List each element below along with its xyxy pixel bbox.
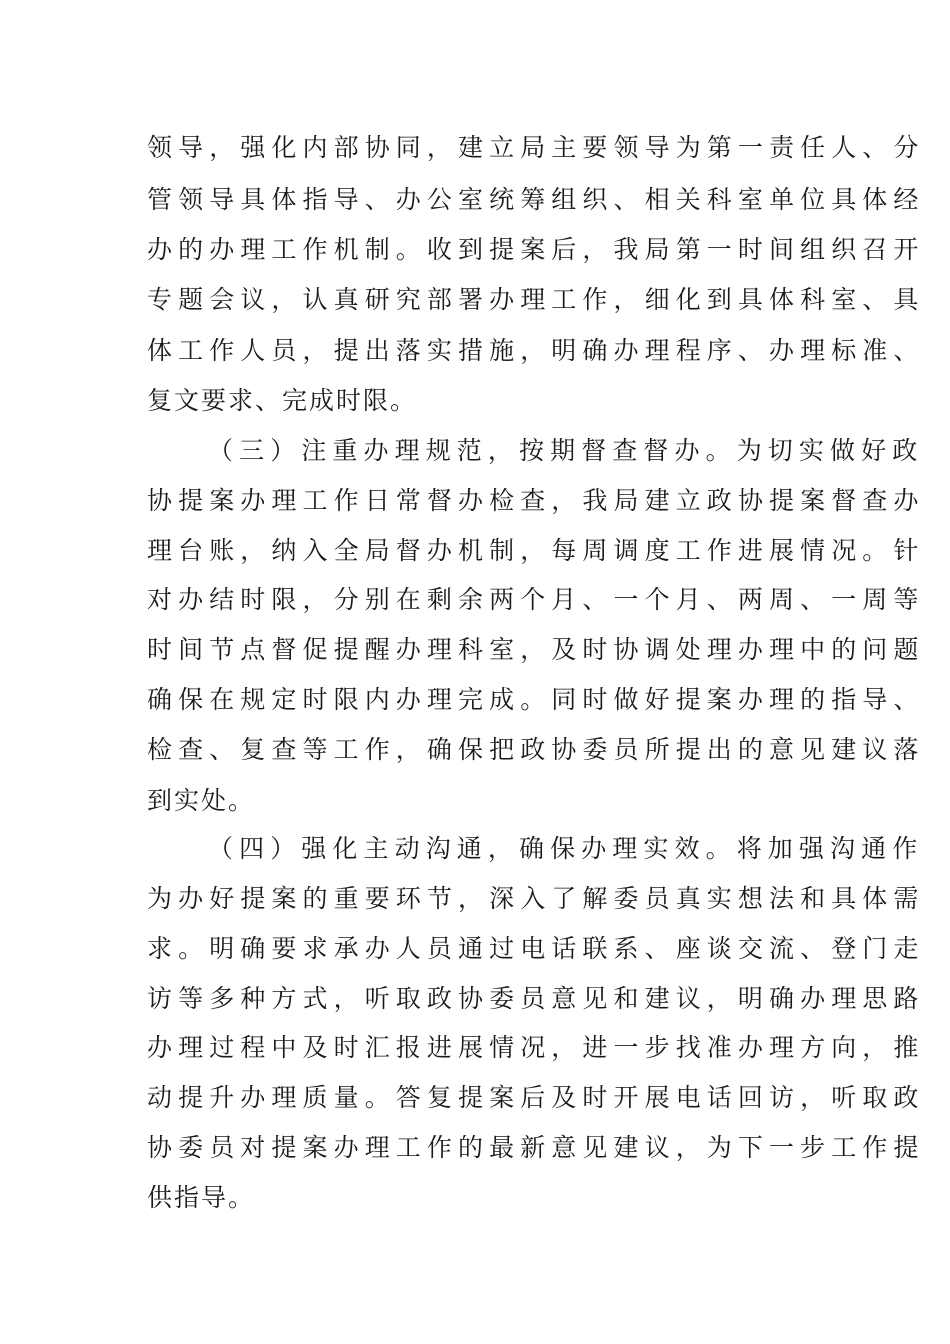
text-line — [0, 1128, 950, 1168]
text-line — [0, 829, 950, 869]
text-line — [0, 481, 950, 521]
line-text: 办理过程中及时汇报进展情况，进一步找准办理方向，推 — [147, 1033, 925, 1062]
text-line — [0, 979, 950, 1019]
text-line — [0, 331, 950, 371]
text-line — [0, 280, 950, 320]
line-text: 求。明确要求承办人员通过电话联系、座谈交流、登门走 — [147, 934, 925, 963]
text-line — [0, 929, 950, 969]
line-text: （三）注重办理规范，按期督查督办。为切实做好政 — [208, 436, 924, 465]
line-text: 协委员对提案办理工作的最新意见建议，为下一步工作提 — [147, 1133, 925, 1162]
text-line — [0, 531, 950, 571]
line-text: 到实处。 — [147, 786, 256, 815]
line-text: 专题会议，认真研究部署办理工作，细化到具体科室、具 — [147, 285, 925, 314]
line-text: 访等多种方式，听取政协委员意见和建议，明确办理思路 — [147, 984, 925, 1013]
text-line — [0, 781, 950, 821]
line-text: 对办结时限，分别在剩余两个月、一个月、两周、一周等 — [147, 585, 925, 614]
line-text: 供指导。 — [147, 1183, 256, 1212]
line-text: 复文要求、完成时限。 — [147, 386, 418, 415]
line-text: 办的办理工作机制。收到提案后，我局第一时间组织召开 — [147, 235, 925, 264]
text-line — [0, 1178, 950, 1218]
line-text: 理台账，纳入全局督办机制，每周调度工作进展情况。针 — [147, 536, 925, 565]
line-text: 动提升办理质量。答复提案后及时开展电话回访，听取政 — [147, 1083, 925, 1112]
text-line — [0, 730, 950, 770]
text-line — [0, 180, 950, 220]
line-text: 为办好提案的重要环节，深入了解委员真实想法和具体需 — [147, 884, 925, 913]
line-text: 时间节点督促提醒办理科室，及时协调处理办理中的问题 — [147, 635, 925, 664]
line-text: 管领导具体指导、办公室统筹组织、相关科室单位具体经 — [147, 185, 925, 214]
line-text: 领导，强化内部协同，建立局主要领导为第一责任人、分 — [147, 133, 925, 162]
text-line — [0, 680, 950, 720]
line-text: 确保在规定时限内办理完成。同时做好提案办理的指导、 — [147, 685, 925, 714]
text-line — [0, 879, 950, 919]
line-text: 检查、复查等工作，确保把政协委员所提出的意见建议落 — [147, 735, 925, 764]
text-line — [0, 230, 950, 270]
line-text: （四）强化主动沟通，确保办理实效。将加强沟通作 — [208, 834, 924, 863]
line-text: 协提案办理工作日常督办检查，我局建立政协提案督查办 — [147, 486, 925, 515]
text-line — [0, 580, 950, 620]
text-line — [0, 1028, 950, 1068]
text-line — [0, 431, 950, 471]
line-text: 体工作人员，提出落实措施，明确办理程序、办理标准、 — [147, 336, 925, 365]
text-line — [0, 1078, 950, 1118]
text-line — [0, 630, 950, 670]
text-line — [0, 128, 950, 168]
text-line — [0, 381, 950, 421]
